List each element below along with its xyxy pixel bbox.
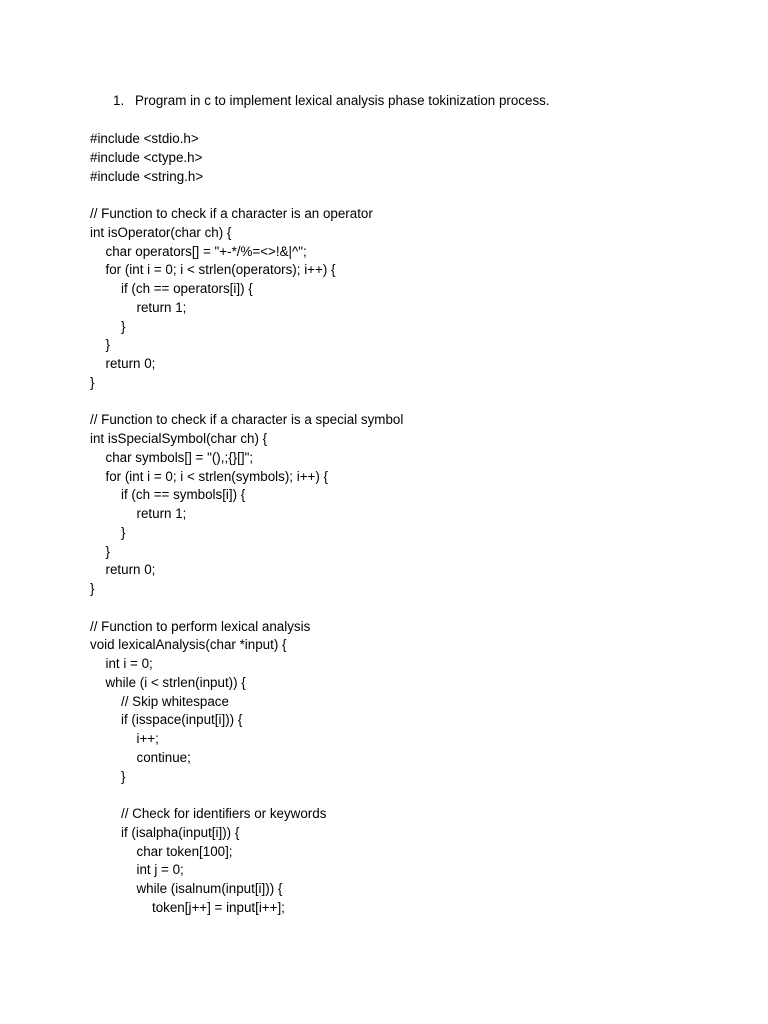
code-line: if (ch == symbols[i]) { [121, 487, 246, 503]
code-line: if (isalpha(input[i])) { [121, 824, 240, 840]
code-line: if (ch == operators[i]) { [121, 281, 253, 296]
code-line: char operators[] = "+-*/%=<>!&|^"; [105, 243, 307, 259]
code-line: token[j++] = input[i++]; [152, 899, 285, 915]
code-line: } [105, 543, 110, 559]
code-line: int isOperator(char ch) { [90, 224, 232, 240]
code-line: if (isspace(input[i])) { [121, 712, 243, 728]
code-line [90, 186, 403, 205]
code-line: return 1; [136, 506, 187, 521]
code-line: // Check for identifiers or keywords [121, 806, 327, 821]
code-line: while (isalnum(input[i])) { [136, 881, 283, 896]
code-line: #include <string.h> [90, 168, 204, 184]
code-line [90, 599, 403, 618]
code-line [90, 393, 403, 412]
code-line: for (int i = 0; i < strlen(operators); i++) { [105, 262, 336, 278]
code-line: #include <ctype.h> [90, 149, 203, 165]
code-line [90, 786, 403, 805]
code-line: } [90, 581, 95, 596]
list-number: 1. [113, 93, 125, 108]
code-block [90, 130, 403, 918]
code-line: for (int i = 0; i < strlen(symbols); i++) { [105, 468, 329, 484]
list-item-text: Program in c to implement lexical analysis phase tokinization process. [135, 93, 550, 108]
code-line: } [121, 524, 126, 540]
code-line: return 0; [105, 562, 156, 578]
code-line: char token[100]; [136, 843, 233, 859]
code-line: int isSpecialSymbol(char ch) { [90, 431, 268, 446]
code-line: // Function to check if a character is an operator [90, 206, 373, 221]
code-line: return 1; [136, 299, 187, 315]
code-line: while (i < strlen(input)) { [105, 674, 246, 690]
code-line: // Function to check if a character is a special symbol [90, 412, 404, 428]
code-line: // Function to perform lexical analysis [90, 618, 311, 634]
numbered-list-item [113, 92, 550, 110]
code-line: return 0; [105, 356, 156, 371]
code-line: int j = 0; [136, 862, 184, 878]
code-line: // Skip whitespace [121, 693, 229, 709]
code-line: } [121, 318, 126, 334]
code-line: int i = 0; [105, 656, 153, 671]
code-line: } [90, 374, 95, 390]
code-line: #include <stdio.h> [90, 131, 199, 146]
code-line: void lexicalAnalysis(char *input) { [90, 637, 287, 653]
code-line: char symbols[] = "(),;{}[]"; [105, 449, 254, 465]
code-line: } [105, 337, 110, 353]
code-line: } [121, 768, 126, 784]
code-line: continue; [136, 749, 191, 765]
code-line: i++; [136, 731, 159, 746]
